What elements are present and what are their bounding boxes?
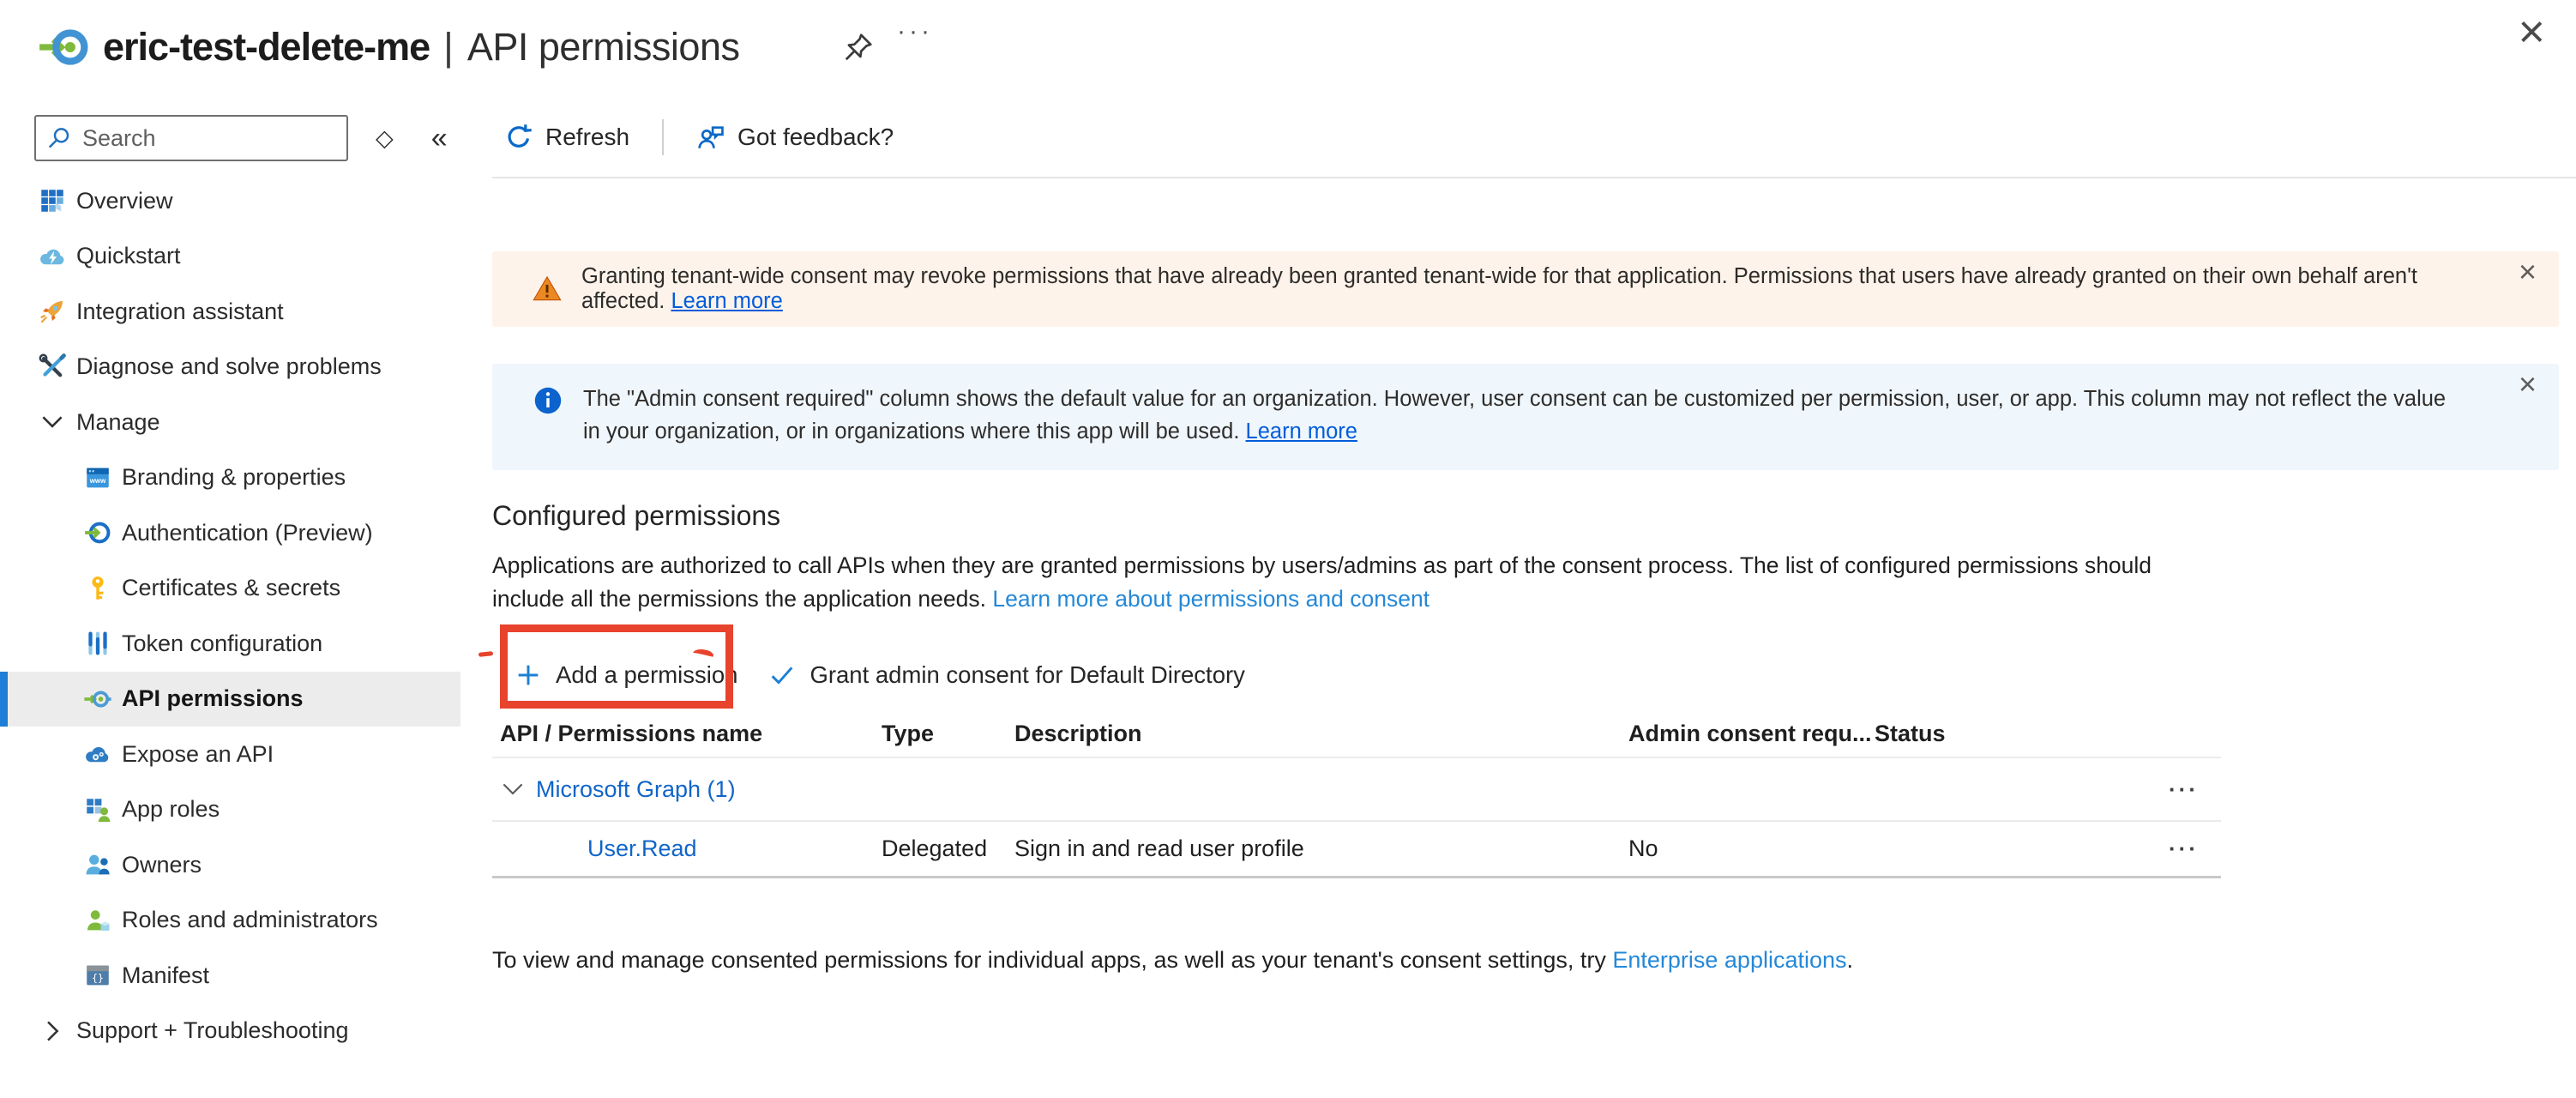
chevron-right-icon — [38, 1017, 67, 1046]
info-learn-more-link[interactable]: Learn more — [1245, 419, 1357, 443]
table-row — [492, 758, 2221, 822]
svg-text:www: www — [89, 476, 106, 485]
sidebar-item-label: Roles and administrators — [122, 907, 378, 933]
sidebar-item-owners[interactable] — [0, 837, 460, 893]
footer-note: To view and manage consented permissions for individual apps, as well as your tenant's consent settings, try Enterprise applications. — [492, 947, 1854, 973]
warning-icon — [532, 274, 563, 305]
column-description: Description — [1014, 720, 1142, 746]
column-api-permissions-name: API / Permissions name — [500, 720, 763, 746]
permissions-consent-link[interactable]: Learn more about permissions and consent — [992, 586, 1430, 612]
microsoft-graph-link[interactable]: Microsoft Graph (1) — [536, 775, 736, 802]
tools-icon — [38, 353, 67, 382]
sidebar-group-label: Support + Troubleshooting — [76, 1017, 349, 1044]
resize-icon[interactable]: ◇ — [376, 124, 394, 151]
blade-name: API permissions — [466, 25, 740, 69]
column-admin-consent-required: Admin consent requ... — [1628, 720, 1872, 746]
sidebar-search-row — [34, 115, 460, 161]
more-options-icon[interactable]: ··· — [897, 17, 933, 45]
plus-icon — [515, 661, 542, 689]
refresh-button[interactable] — [504, 123, 629, 152]
close-blade-icon[interactable]: × — [2518, 6, 2545, 57]
people-icon — [83, 850, 112, 879]
grant-admin-consent-label: Grant admin consent for Default Directory — [810, 661, 1245, 688]
chevron-down-icon — [38, 407, 67, 437]
info-banner — [492, 364, 2559, 470]
sidebar-group-manage[interactable] — [0, 395, 460, 450]
sidebar-item-manifest[interactable] — [0, 948, 460, 1004]
sidebar-item-token-configuration[interactable] — [0, 616, 460, 672]
sidebar-item-expose-an-api[interactable] — [0, 727, 460, 782]
sidebar-search-box[interactable] — [34, 115, 348, 161]
warning-learn-more-link[interactable]: Learn more — [671, 289, 783, 313]
info-icon — [532, 384, 564, 417]
column-status: Status — [1875, 720, 1946, 746]
refresh-label: Refresh — [545, 124, 630, 150]
add-permission-button[interactable] — [515, 661, 737, 689]
sliders-icon — [83, 629, 112, 658]
sidebar-group-support-troubleshooting[interactable] — [0, 1004, 460, 1059]
person-cube-icon — [83, 906, 112, 935]
section-description: Applications are authorized to call APIs when they are granted permissions by users/admins as part of the consent process. The list of configured permissions should include all the permissions the application needs. Learn more about permissions and consent — [492, 552, 2152, 612]
page-title — [103, 19, 739, 75]
add-permission-label: Add a permission — [556, 661, 738, 688]
sidebar-item-diagnose[interactable] — [0, 340, 460, 395]
quickstart-cloud-icon — [38, 242, 67, 271]
grid-person-icon — [83, 795, 112, 824]
sidebar-item-label: Certificates & secrets — [122, 575, 341, 601]
sidebar-item-certificates-secrets[interactable] — [0, 561, 460, 617]
table-row — [492, 822, 2221, 878]
sidebar-item-label: Integration assistant — [76, 298, 284, 324]
toolbar-rule — [492, 177, 2576, 178]
sidebar-item-quickstart[interactable] — [0, 229, 460, 285]
warning-banner — [492, 251, 2559, 327]
refresh-icon — [504, 123, 533, 152]
toolbar-divider — [662, 119, 664, 155]
api-permissions-icon — [83, 685, 112, 714]
section-title: Configured permissions — [492, 500, 781, 531]
sidebar-item-authentication[interactable] — [0, 505, 460, 561]
sidebar-item-integration-assistant[interactable] — [0, 284, 460, 340]
sidebar-item-label: Diagnose and solve problems — [76, 353, 382, 380]
key-icon — [83, 574, 112, 603]
sidebar-item-branding-properties[interactable] — [0, 450, 460, 506]
check-icon — [768, 661, 796, 689]
command-bar — [504, 113, 894, 161]
permissions-actions — [515, 650, 1245, 700]
sidebar-item-label: App roles — [122, 796, 220, 823]
sidebar-item-label: Expose an API — [122, 740, 274, 767]
sidebar-item-roles-administrators[interactable] — [0, 893, 460, 949]
dismiss-warning-icon[interactable]: × — [2518, 254, 2537, 289]
sidebar-item-label: Branding & properties — [122, 464, 346, 491]
permission-description: Sign in and read user profile — [1014, 836, 1304, 861]
blade-content — [492, 110, 2576, 1098]
annotation-mark-dash — [478, 651, 493, 657]
enterprise-applications-link[interactable]: Enterprise applications — [1612, 947, 1847, 973]
table-header-row — [492, 710, 2221, 758]
permission-type: Delegated — [882, 836, 988, 861]
sidebar-nav — [0, 173, 460, 1059]
row-more-options-icon[interactable]: ··· — [2169, 836, 2199, 861]
title-separator: | — [443, 25, 454, 69]
cloud-gears-icon — [83, 739, 112, 769]
sidebar-item-app-roles[interactable] — [0, 782, 460, 838]
app-name: eric-test-delete-me — [103, 25, 430, 69]
search-icon — [46, 125, 72, 151]
search-input[interactable] — [82, 125, 336, 152]
blade-sidebar — [0, 110, 460, 1098]
warning-text: Granting tenant-wide consent may revoke permissions that have already been granted tenant-wide for that application. Permissions that users have already granted on their own behalf aren't affected. Learn more — [581, 264, 2418, 313]
page-header — [0, 0, 2576, 101]
code-window-icon — [83, 961, 112, 990]
user-read-link[interactable]: User.Read — [587, 836, 697, 861]
svg-text:{}: {} — [92, 972, 104, 985]
row-more-options-icon[interactable]: ··· — [2169, 775, 2199, 802]
rocket-icon — [38, 297, 67, 326]
overview-grid-icon — [38, 186, 67, 215]
permissions-table — [492, 710, 2221, 878]
grant-admin-consent-button[interactable] — [768, 661, 1244, 689]
feedback-label: Got feedback? — [737, 124, 894, 150]
sidebar-item-overview[interactable] — [0, 173, 460, 229]
sidebar-item-label: Overview — [76, 187, 173, 214]
chevron-down-icon[interactable] — [500, 776, 526, 802]
browser-window-icon — [83, 463, 112, 492]
dismiss-info-icon[interactable]: × — [2518, 366, 2537, 401]
feedback-button[interactable] — [696, 123, 894, 152]
collapse-menu-icon[interactable]: « — [430, 121, 448, 154]
sidebar-item-label: API permissions — [122, 685, 304, 712]
info-text: The "Admin consent required" column shows the default value for an organization. However, user consent can be customized per permission, user, or app. This column may not reflect the value in your organization, or in organizations where this app will be used. Learn more — [583, 387, 2447, 443]
feedback-icon — [696, 123, 725, 152]
login-arrow-icon — [83, 518, 112, 547]
sidebar-item-label: Token configuration — [122, 630, 323, 656]
permission-admin-consent: No — [1628, 836, 1658, 861]
pin-icon[interactable] — [842, 31, 875, 63]
sidebar-item-api-permissions[interactable] — [0, 672, 460, 727]
sidebar-item-label: Manifest — [122, 962, 210, 988]
sidebar-group-label: Manage — [76, 408, 160, 435]
sidebar-item-label: Authentication (Preview) — [122, 519, 373, 546]
app-registration-icon — [36, 19, 93, 75]
sidebar-item-label: Quickstart — [76, 243, 181, 269]
sidebar-item-label: Owners — [122, 851, 202, 878]
column-type: Type — [882, 720, 935, 746]
